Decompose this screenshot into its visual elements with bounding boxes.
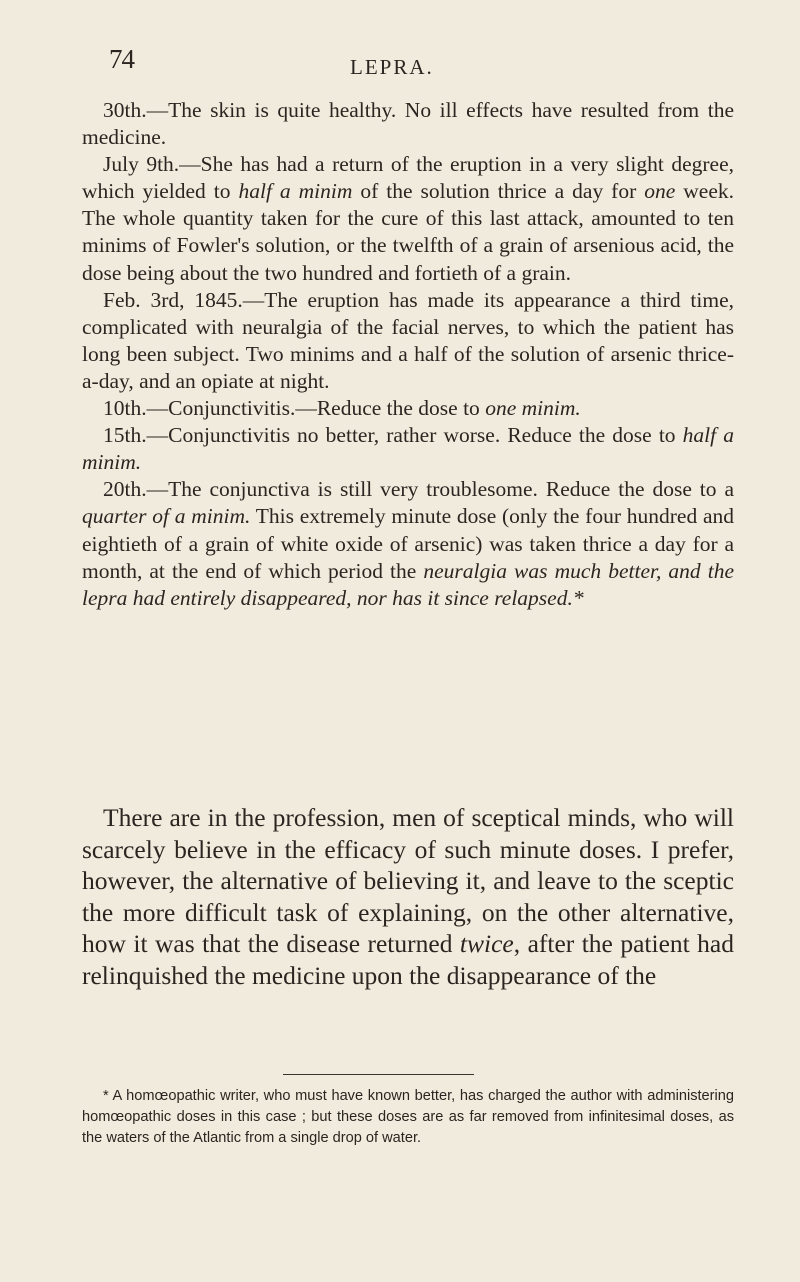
case-notes [82,97,734,612]
paragraph [82,97,734,151]
paragraph [82,422,734,476]
italic-text: neuralgia was much better, and the lepra had entirely disappeared, nor has it since relapsed.* [82,558,734,610]
italic-text: quarter of a minim. [82,504,251,529]
paragraph [82,476,734,611]
paragraph [82,287,734,395]
text-run: Feb. 3rd, 1845.—The eruption has made its appearance a third time, complicated with neuralgia of the facial nerves, to which the patient has long been subject. Two minims and a half of the solution of arsenic thrice-a-day, and an opiate at night. [82,287,734,393]
text-run: 20th.—The conjunctiva is still very troublesome. Reduce the dose to a [103,477,734,502]
text-run: This extremely minute dose (only the four hundred and eightieth of a grain of white oxide of arsenic) was taken thrice a day for a month, at the end of which period the [82,504,734,583]
running-head: LEPRA. [350,55,434,79]
text-run: 30th.—The skin is quite healthy. No ill effects have resulted from the medicine. [82,98,734,150]
text-run: There are in the profession, men of sceptical minds, who will scarcely believe in the efficacy of such minute doses. I prefer, however, the alternative of believing it, and leave to the sceptic the more difficult task of explaining, on the other alternative, how it was that the disease returned [82,803,734,959]
page-number: 74 [109,44,134,74]
italic-text: one [644,179,676,204]
italic-text: half a minim [238,179,353,204]
footnote [82,1086,734,1150]
text-run: 10th.—Conjunctivitis.—Reduce the dose to [103,396,486,421]
text-run: , after the patient had relinquished the medicine upon the disappearance of the [82,929,734,990]
text-run: week. The whole quantity taken for the cure of this last attack, amounted to ten minims of Fowler's solution, or the twelfth of a grain of arsenious acid, the dose being about the two hundred and fortieth of a grain. [82,179,734,285]
paragraph [82,802,734,992]
paragraph [82,395,734,422]
paragraph [82,151,734,286]
italic-text: one minim. [485,396,581,421]
footnote-text: * A homœopathic writer, who must have known better, has charged the author with administering homœopathic doses in this case ; but these doses are as far removed from infinitesimal doses, as the waters of the Atlantic from a single drop of water. [82,1088,734,1147]
text-run: July 9th.—She has had a return of the eruption in a very slight degree, which yielded to [82,152,734,204]
italic-text: twice [459,929,514,959]
footnote-rule [283,1074,474,1075]
commentary-paragraph [82,802,734,992]
text-run: 15th.—Conjunctivitis no better, rather worse. Reduce the dose to [103,423,683,448]
italic-text: half a minim. [82,423,734,475]
text-run: of the solution thrice a day for [352,179,645,204]
